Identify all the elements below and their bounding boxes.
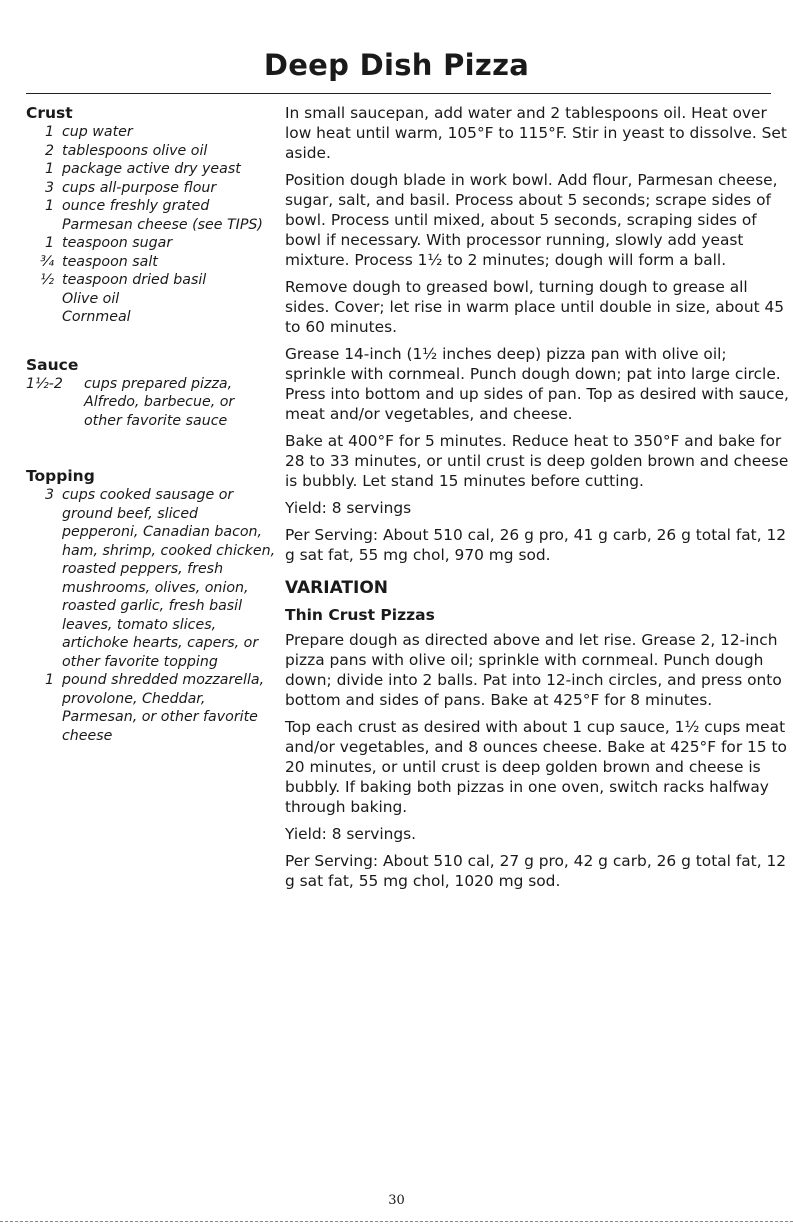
ingredient-item [26,486,276,671]
page-edge-dashes [0,1221,793,1222]
ingredient-text: cups all-purpose flour [62,179,217,196]
ingredient-item [26,308,276,327]
ingredient-item [26,290,276,309]
page-title: Deep Dish Pizza [263,48,530,82]
ingredient-quantity: 1 [44,235,54,251]
direction-paragraph: Bake at 400°F for 5 minutes. Reduce heat to 350°F and bake for 28 to 33 minutes, or until crust is deep golden brown and cheese is bubbly. Let stand 15 minutes before cutting. [285,432,789,490]
ingredient-text: package active dry yeast [62,161,241,177]
nutrition-text: Per Serving: About 510 cal, 26 g pro, 41 g carb, 26 g total fat, 12 g sat fat, 55 mg chol, 970 mg sod. [285,526,787,564]
ingredient-text: cups cooked sausage or ground beef, sliced pepperoni, Canadian bacon, ham, shrimp, cooked chicken, roasted peppers, fresh mushrooms, olives, onion, roasted garlic, fresh basil leaves, tomato slices, artichoke hearts, capers, or other favorite topping [62,487,276,670]
variation-paragraph: Prepare dough as directed above and let rise. Grease 2, 12-inch pizza pans with olive oil; sprinkle with cornmeal. Punch dough down; divide into 2 balls. Pat into 12-inch circles, and press onto bottom and sides of pans. Bake at 425°F for 8 minutes. [285,631,782,709]
ingredient-item [26,271,276,290]
topping-section [26,466,276,745]
sauce-ingredient-list [26,375,276,431]
variation-paragraph: Top each crust as desired with about 1 cup sauce, 1½ cups meat and/or vegetables, and 8 ounces cheese. Bake at 425°F for 15 to 20 minutes, or until crust is deep golden brown and cheese is bubbly. If baking both pizzas in one oven, switch racks halfway through baking. [285,718,787,816]
ingredient-quantity: 3 [44,179,54,196]
ingredient-text: cup water [62,124,133,140]
ingredient-item [26,197,276,234]
sauce-heading: Sauce [26,355,79,374]
variation-nutrition-text: Per Serving: About 510 cal, 27 g pro, 42 g carb, 26 g total fat, 12 g sat fat, 55 mg chol, 1020 mg sod. [285,852,787,890]
ingredient-quantity [26,308,62,327]
direction-paragraph: In small saucepan, add water and 2 tablespoons oil. Heat over low heat until warm, 105°F to 115°F. Stir in yeast to dissolve. Set aside. [285,104,787,162]
ingredient-item [26,671,276,745]
variation-yield-text: Yield: 8 servings. [285,825,417,843]
direction-paragraph: Position dough blade in work bowl. Add flour, Parmesan cheese, sugar, salt, and basil. Process about 5 seconds; scrape sides of bowl. Process until mixed, about 5 seconds, scraping sides of bowl if necessary. With processor running, slowly add yeast mixture. Process 1½ to 2 minutes; dough will form a ball. [285,171,778,269]
ingredient-item [26,160,276,179]
crust-section [26,103,276,327]
ingredient-quantity [26,290,62,309]
ingredient-text: cups prepared pizza, Alfredo, barbecue, or other favorite sauce [84,375,235,429]
ingredient-quantity: ½ [40,272,54,288]
variation-heading: VARIATION [285,578,389,598]
ingredient-quantity: 1 [44,672,54,688]
sauce-section [26,355,276,431]
ingredient-item [26,179,276,198]
ingredient-quantity: 1½-2 [26,375,63,392]
ingredient-item [26,375,276,431]
direction-paragraph: Grease 14-inch (1½ inches deep) pizza pan with olive oil; sprinkle with cornmeal. Punch dough down; pat into large circle. Press into bottom and up sides of pan. Top as desired with sauce, meat and/or vegetables, and cheese. [285,345,789,423]
ingredient-text: tablespoons olive oil [62,142,208,159]
ingredient-quantity: 2 [44,142,54,159]
ingredient-item [26,142,276,161]
ingredient-quantity: 3 [44,487,54,503]
ingredient-text: Olive oil [62,290,120,307]
ingredient-quantity: 1 [44,124,54,140]
topping-ingredient-list [26,486,276,745]
ingredients-column [26,103,276,745]
topping-heading: Topping [26,467,95,485]
ingredient-text: teaspoon salt [62,253,158,270]
variation-subheading: Thin Crust Pizzas [285,606,435,624]
title-rule [26,93,771,94]
ingredient-text: pound shredded mozzarella, provolone, Cheddar, Parmesan, or other favorite cheese [62,672,265,744]
ingredient-text: ounce freshly grated Parmesan cheese (see TIPS) [62,198,263,233]
ingredient-text: teaspoon sugar [62,235,173,251]
ingredient-text: Cornmeal [62,309,131,325]
ingredient-item [26,253,276,272]
direction-paragraph: Remove dough to greased bowl, turning dough to grease all sides. Cover; let rise in warm place until double in size, about 45 to 60 minutes. [285,278,785,336]
ingredient-quantity: ¾ [40,253,54,270]
ingredient-item [26,123,276,142]
crust-ingredient-list [26,123,276,327]
ingredient-quantity: 1 [44,198,54,214]
directions-column [285,103,790,898]
yield-text: Yield: 8 servings [285,499,412,517]
crust-heading: Crust [26,104,73,122]
ingredient-text: teaspoon dried basil [62,272,207,288]
ingredient-item [26,234,276,253]
ingredient-quantity: 1 [44,161,54,177]
page-number: 30 [388,1193,405,1208]
